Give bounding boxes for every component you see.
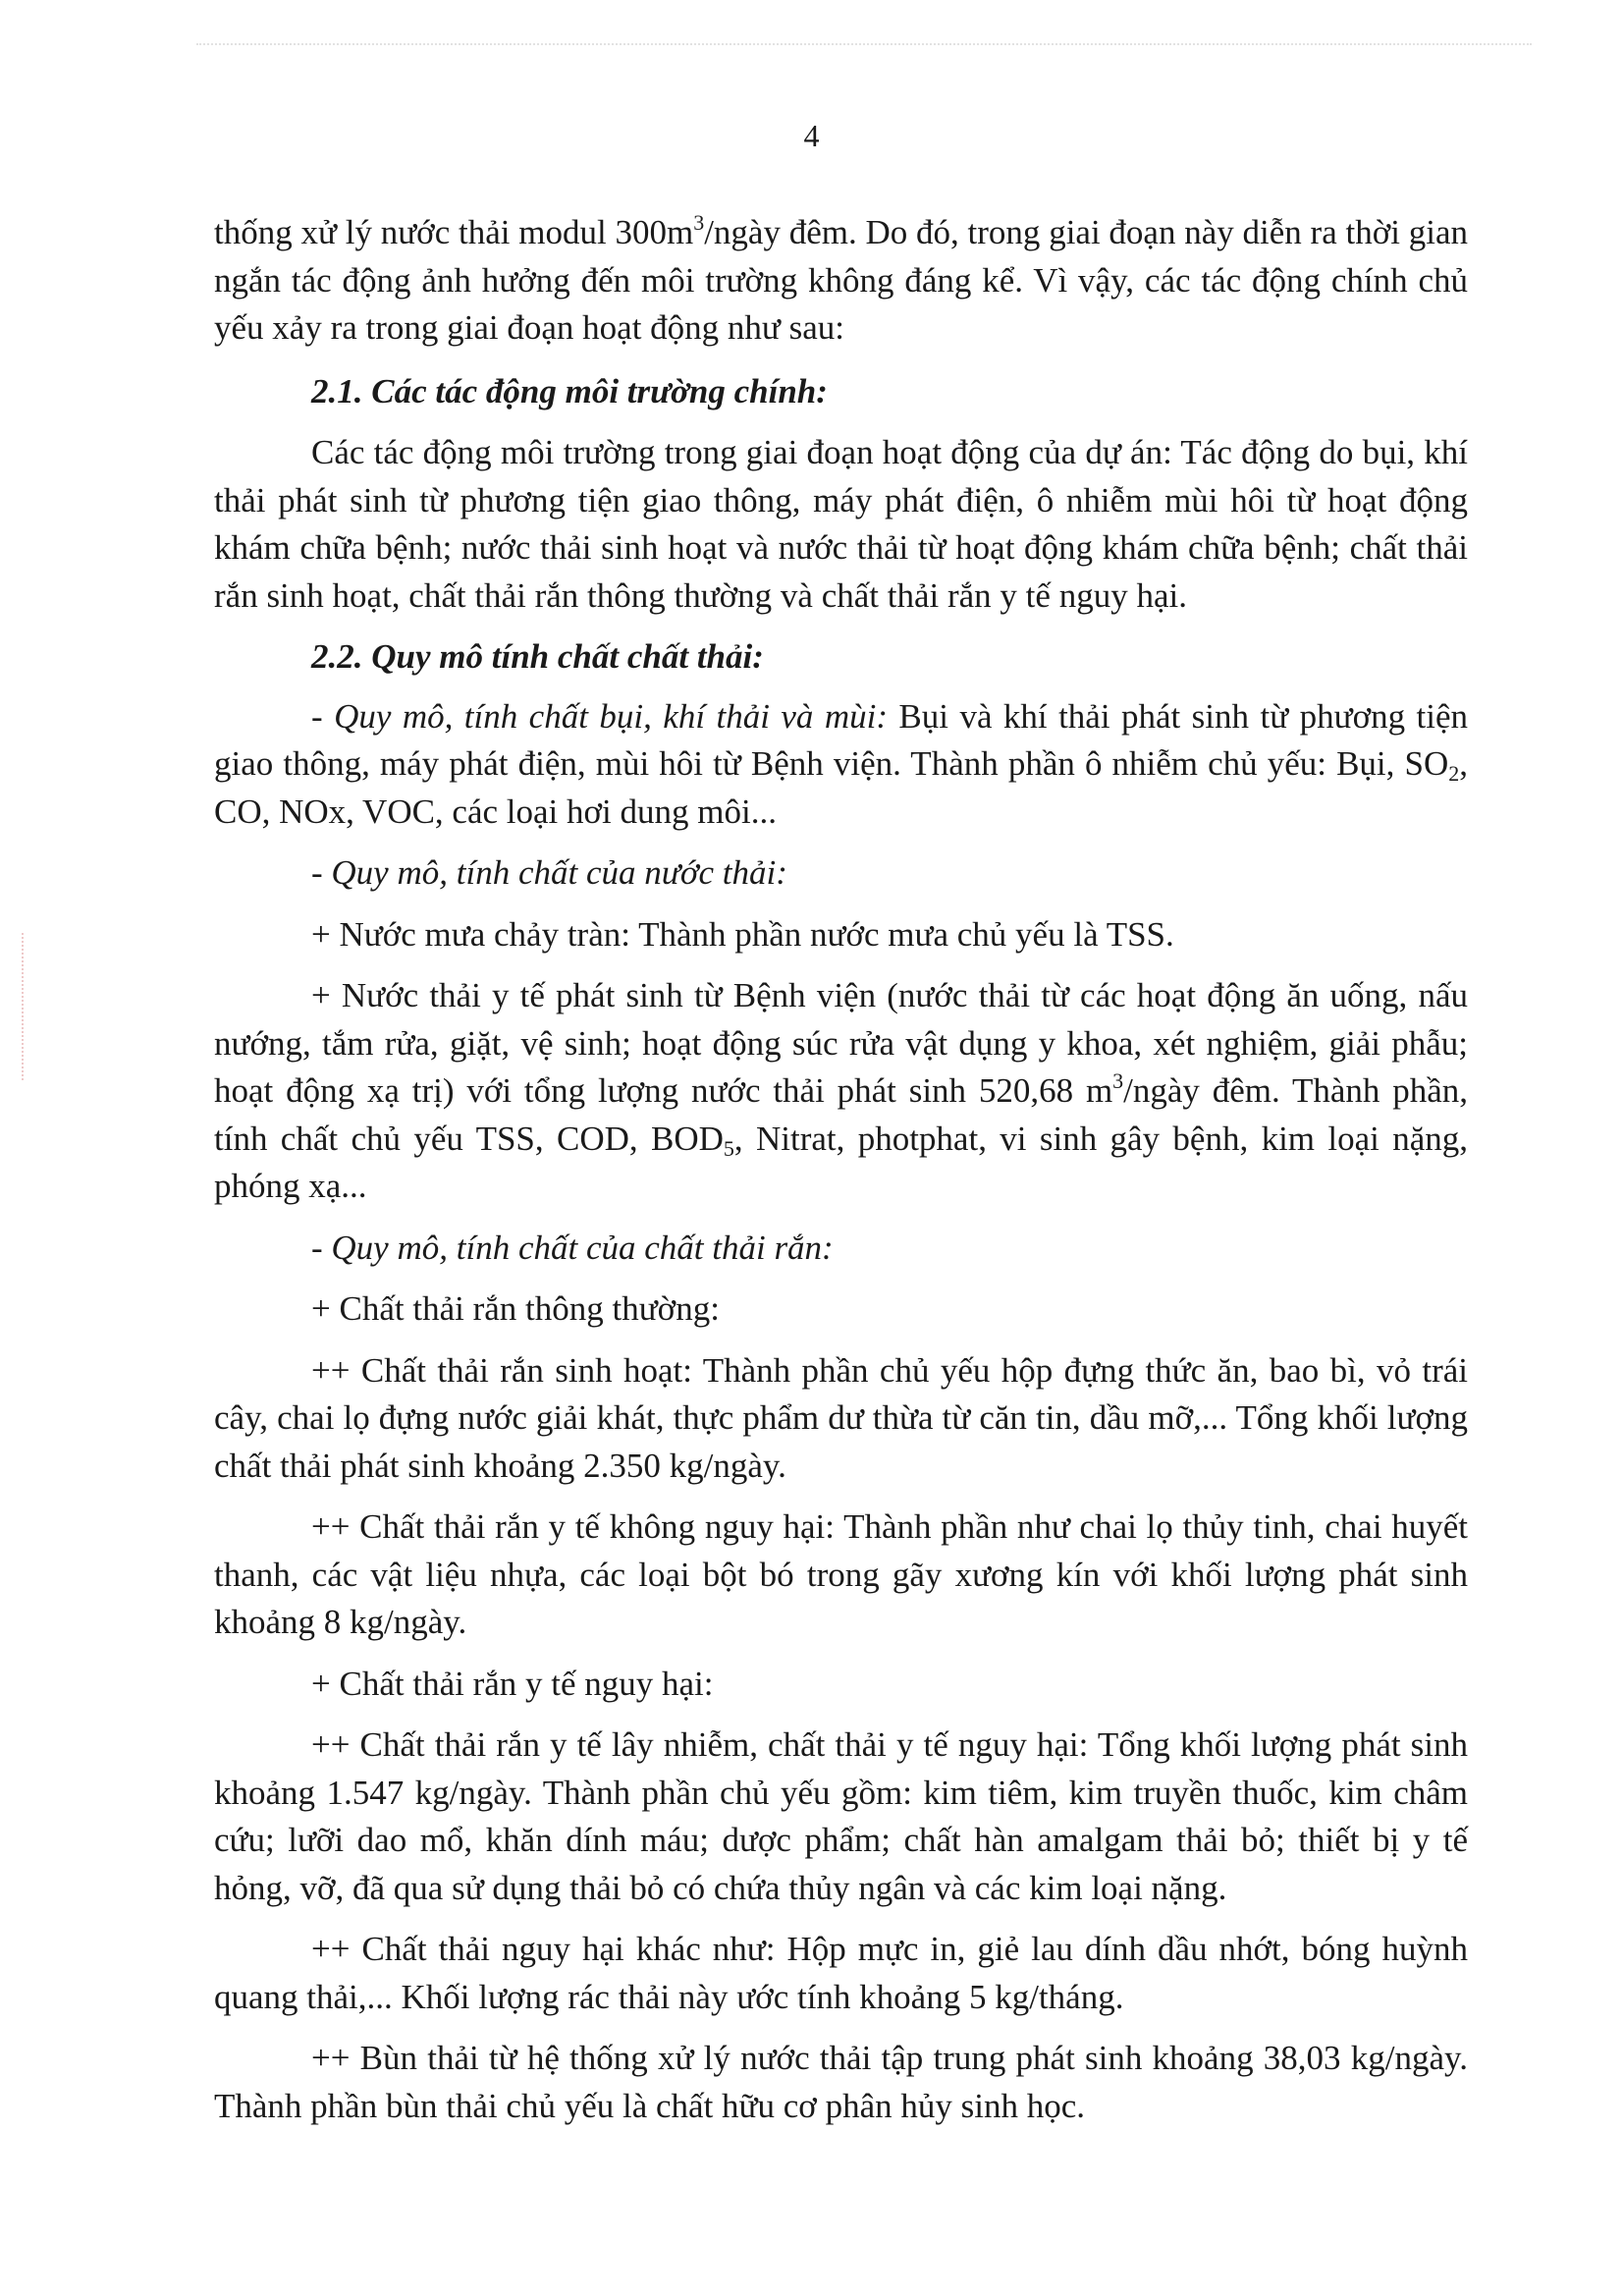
paragraph-wastewater-label: - Quy mô, tính chất của nước thải: [311, 853, 787, 892]
paragraph-rainwater: + Nước mưa chảy tràn: Thành phần nước mưa chủ yếu là TSS. [311, 914, 1174, 954]
paragraph-impacts: Các tác động môi trường trong giai đoạn hoạt động của dự án: Tác động do bụi, khí thải phát sinh từ phương tiện giao thông, máy phát điện, ô nhiễm mùi hôi từ hoạt động khám chữa bệnh; nước thải sinh hoạt và nước thải từ hoạt động khám chữa bệnh; chất thải rắn sinh hoạt, chất thải rắn thông thường và chất thải rắn y tế nguy hại. [214, 433, 1468, 615]
paragraph-solid-waste-label: - Quy mô, tính chất của chất thải rắn: [311, 1228, 834, 1267]
scan-artifact-top [196, 43, 1532, 55]
paragraph-other-hazardous-waste: ++ Chất thải nguy hại khác như: Hộp mực in, giẻ lau dính dầu nhớt, bóng huỳnh quang thải,... Khối lượng rác thải này ước tính khoảng 5 kg/tháng. [214, 1930, 1468, 2016]
heading-2-1: 2.1. Các tác động môi trường chính: [311, 371, 828, 410]
paragraph-hazardous-medical-waste-label: + Chất thải rắn y tế nguy hại: [311, 1664, 714, 1703]
heading-2-2: 2.2. Quy mô tính chất chất thải: [311, 637, 764, 676]
scan-artifact-left [22, 933, 29, 1080]
paragraph-intro: thống xử lý nước thải modul $300m^3$/ngày đêm. Do đó, trong giai đoạn này diễn ra thời gian ngắn tác động ảnh hưởng đến môi trường không đáng kể. Vì vậy, các tác động chính chủ yếu xảy ra trong giai đoạn hoạt động như sau: [214, 210, 1468, 347]
paragraph-dust-emissions: - Quy mô, tính chất bụi, khí thải và mùi: Bụi và khí thải phát sinh từ phương tiện giao thông, máy phát điện, mùi hôi từ Bệnh viện. Thành phần ô nhiễm chủ yếu: Bụi, $SO_2$, CO, NOx, VOC, các loại hơi dung môi... [214, 696, 1468, 831]
paragraph-infectious-waste: ++ Chất thải rắn y tế lây nhiễm, chất thải y tế nguy hại: Tổng khối lượng phát sinh khoảng 1.547 kg/ngày. Thành phần chủ yếu gồm: kim tiêm, kim truyền thuốc, kim châm cứu; lưỡi dao mổ, khăn dính máu; dược phẩm; chất hàn amalgam thải bỏ; thiết bị y tế hỏng, vỡ, đã qua sử dụng thải bỏ có chứa thủy ngân và các kim loại nặng. [214, 1725, 1468, 1907]
document-body [214, 209, 1468, 2130]
paragraph-medical-wastewater: + Nước thải y tế phát sinh từ Bệnh viện (nước thải từ các hoạt động ăn uống, nấu nướng, tắm rửa, giặt, vệ sinh; hoạt động súc rửa vật dụng y khoa, xét nghiệm, giải phẫu; hoạt động xạ trị) với tổng lượng nước thải phát sinh 520,68 $m^3$/ngày đêm. Thành phần, tính chất chủ yếu TSS, COD, $BOD_5$, Nitrat, photphat, vi sinh gây bệnh, kim loại nặng, phóng xạ... [214, 976, 1468, 1205]
page-number: 4 [803, 118, 820, 153]
paragraph-sludge: ++ Bùn thải từ hệ thống xử lý nước thải tập trung phát sinh khoảng 38,03 kg/ngày. Thành phần bùn thải chủ yếu là chất hữu cơ phân hủy sinh học. [214, 2039, 1468, 2125]
paragraph-ordinary-solid-waste: + Chất thải rắn thông thường: [311, 1289, 720, 1328]
paragraph-domestic-solid-waste: ++ Chất thải rắn sinh hoạt: Thành phần chủ yếu hộp đựng thức ăn, bao bì, vỏ trái cây, chai lọ đựng nước giải khát, thực phẩm dư thừa từ căn tin, dầu mỡ,... Tổng khối lượng chất thải phát sinh khoảng 2.350 kg/ngày. [214, 1350, 1468, 1485]
paragraph-non-hazardous-medical-waste: ++ Chất thải rắn y tế không nguy hại: Thành phần như chai lọ thủy tinh, chai huyết thanh, các vật liệu nhựa, các loại bột bó trong gãy xương kín với khối lượng phát sinh khoảng 8 kg/ngày. [214, 1507, 1468, 1641]
